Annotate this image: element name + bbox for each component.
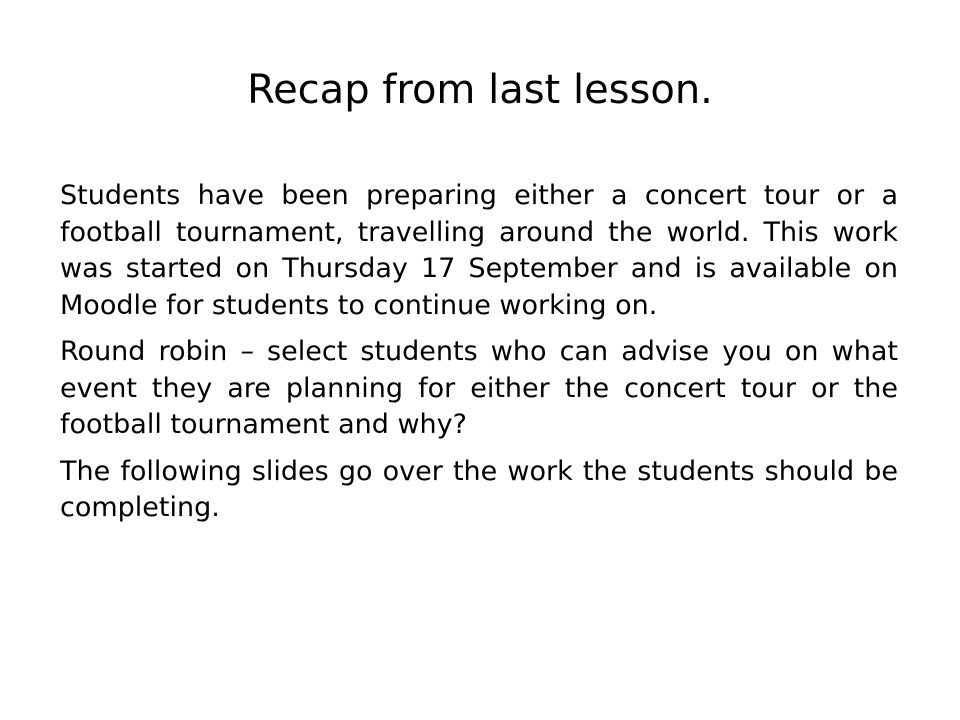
slide-body: [60, 178, 898, 537]
body-paragraph-2: Round robin – select students who can advise you on what event they are planning for either the concert tour or the football tournament and why?: [60, 336, 898, 440]
body-paragraph-1: Students have been preparing either a concert tour or a football tournament, travelling around the world. This work was started on Thursday 17 September and is available on Moodle for students to continue working on.: [60, 180, 898, 321]
slide-title: Recap from last lesson.: [247, 67, 713, 113]
body-paragraph-3: The following slides go over the work the students should be completing.: [60, 455, 898, 523]
